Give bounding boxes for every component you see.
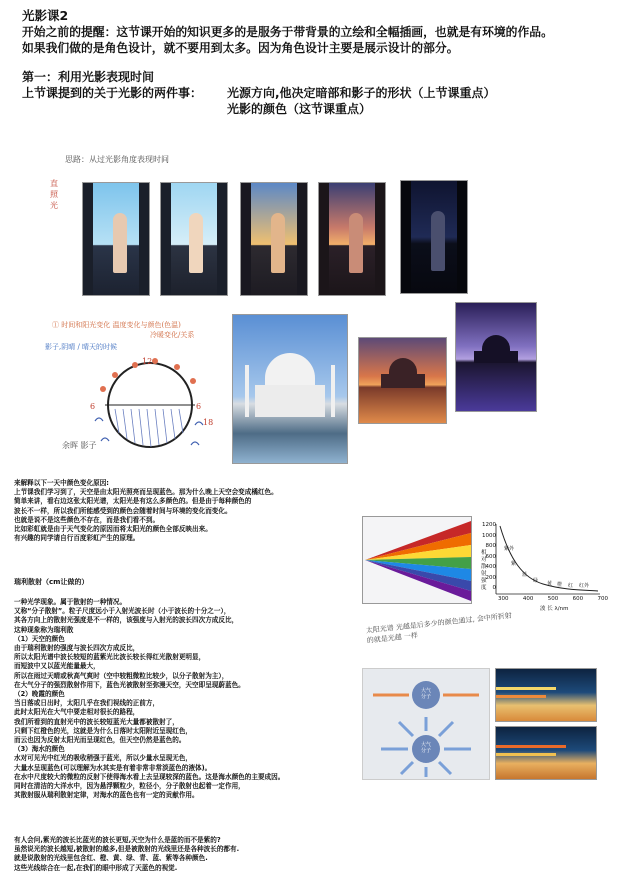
time-illustration-afternoon [240,182,308,296]
explain-line: 来解释以下一天中颜色变化原因: [14,479,109,487]
sketch-side-note: 直照光 [50,179,58,210]
time-illustration-night [400,180,468,294]
taj-mahal-night-photo [455,302,537,412]
graph-ytick: 1200 [482,522,496,528]
question-block [14,836,239,873]
graph-curve-label: 绿 [533,578,539,584]
diagram-label-12: 12 [142,357,153,366]
rayleigh-line: 所以太阳光谱中波长较短的蓝紫光比波长较长得红光散射更明显， [14,653,206,662]
rayleigh-line: 所以在雨过天晴或秋高气爽时（空中较粗微粒比较少，以分子散射为主）， [14,671,229,680]
rayleigh-line: 同时在清洁的大洋水中，因为悬浮颗粒少，粒径小，分子散射也起着一定作用， [14,782,245,791]
graph-curve-label: 黄 [547,581,553,587]
rayleigh-line: 这种现象称为瑞利散 [14,625,74,634]
graph-ytick: 0 [492,585,496,591]
molecule-scatter-diagram [362,668,490,780]
graph-xtick: 400 [522,596,534,602]
rayleigh-line: 水对可见光中红光的吸收稍强于蓝光，所以少量水呈现无色， [14,754,193,763]
rayleigh-line: 而短波中又以蓝光能量最大， [14,662,100,671]
rayleigh-line: 其散射服从瑞利散射定律，对海水的蓝色也有一定的贡献作用。 [14,791,199,800]
rayleigh-line: 一种光学现象。属于散射的一种情况。 [14,598,127,606]
explain-line: 有兴趣的同学请自行百度彩虹产生的原理。 [14,534,140,543]
explain-line: 比如彩虹就是由于天气变化的原因而将太阳光的颜色全部反映出来。 [14,525,212,534]
explain-line: 波长不一样，所以我们所能感受到的颜色会随着时间与环境的变化而变化。 [14,506,232,515]
graph-ylabel: 相对散射强度 [481,550,487,591]
explain-line: 上节课我们学习到了，天空是由太阳光照亮而呈现蓝色。那为什么晚上天空会变成橘红色。 [14,488,278,497]
diagram-bottom-note: 余晖 影子 [62,441,97,450]
time-illustration-noon [160,182,228,296]
rayleigh-heading: 瑞利散射（cm让做的） [14,578,89,586]
rayleigh-line: 在水中尺度较大的微粒的反射下使得海水看上去呈现较深的蓝色。这是海水颜色的主要成因。 [14,772,285,781]
molecule-label-top: 大气 分子 [420,688,431,700]
atmosphere-noon-diagram [495,668,597,722]
atmosphere-sunset-diagram [495,726,597,780]
taj-mahal-sunset-photo [358,337,447,424]
rayleigh-line: 由于瑞利散射的强度与波长四次方成反比， [14,644,140,653]
molecule-label-bottom: 大气 分子 [420,742,431,754]
diagram-note-1: ① 时间和阳光变化 温度变化与颜色(色温) [52,321,181,329]
rayleigh-line: （1）天空的颜色 [14,634,65,643]
graph-ytick: 1000 [482,532,496,539]
graph-curve-label: 蓝 [522,572,528,578]
sun-spectrum-image [362,516,472,604]
graph-xticks [498,596,608,602]
rayleigh-line: 此时太阳光在大气中要走相对很长的路程， [14,708,140,717]
graph-xtick: 500 [547,596,559,602]
rayleigh-line: （3）海水的颜色 [14,745,65,754]
graph-curve-label: 紫外 [504,546,515,552]
rayleigh-line: 而云也因为反射太阳光而呈现红色，但天空仍然是蓝色的。 [14,736,186,745]
intro-line-1: 开始之前的提醒：这节课开始的知识更多的是服务于带背景的立绘和全幅插画，也就是有环境的作品。 [22,25,553,39]
taj-mahal-day-photo [232,314,348,464]
recap-label: 上节课提到的关于光影的两件事： [22,86,203,100]
section-heading: 第一：利用光影表现时间 [22,70,155,84]
recap-item-2: 光影的颜色（这节课重点） [227,102,372,116]
rayleigh-line: 其各方向上的散射光强度是不一样的，该强度与入射光的波长四次方成反比， [14,616,239,625]
page-title: 光影课2 [22,8,69,23]
explain-block [14,479,278,543]
explain-line: 也就是说不是这些颜色不存在，而是我们看不到。 [14,515,160,524]
graph-ytick: 200 [485,574,496,581]
graph-curve-label: 红外 [579,583,590,589]
graph-ytick: 600 [485,553,496,560]
intro-line-2: 如果我们做的是角色设计，就不要用到太多。因为角色设计主要是展示设计的部分。 [22,41,459,55]
question-line: 有人会问,紫光的波长比蓝光的波长更短,天空为什么是蓝的而不是紫的? [14,836,221,844]
rayleigh-line: 当日落或日出时，太阳几乎在我们视线的正前方， [14,699,160,708]
time-illustration-sunset [318,182,386,296]
graph-curve-label: 橙 [557,582,563,588]
graph-ytick: 400 [485,564,496,570]
rayleigh-line: 大量水呈现蓝色(可以理解为水其实是有着非常非常淡蓝色的液体)。 [14,763,212,772]
diagram-label-18: 18 [203,418,214,427]
explain-line: 简单来讲，看右边这张太阳光谱，太阳光是有这么多颜色的。但是由于每种颜色的 [14,497,252,506]
graph-curve-label: 红 [568,583,574,589]
graph-xtick: 300 [498,596,509,602]
rayleigh-block [14,598,284,800]
diagram-note-3: 冷暖变化/关系 [150,331,195,339]
question-line: 这些光线综合在一起,在我们的眼中形成了天蓝色的视觉. [14,863,178,872]
rayleigh-line: 在大气分子的强烈散射作用下，蓝色光被散射至弥漫天空，天空即呈现蔚蓝色。 [14,680,245,689]
question-line: 虽然说光的波长越短,被散射的越多,但是被散射的光线里还是各种波长的都有. [14,845,240,854]
diagram-note-2: 影子,阴晴 / 晴天的时候 [45,343,118,351]
diagram-label-6-right: 6 [196,402,202,411]
recap-item-1: 光源方向,他决定暗部和影子的形状（上节课重点） [227,86,496,100]
rayleigh-line: （2）晚霞的颜色 [14,690,65,699]
question-line: 就是说散射的光线里包含红、橙、黄、绿、青、蓝、紫等各种颜色. [14,854,208,863]
sketch-top-note: 思路：从过光影角度表现时间 [65,155,169,164]
diagram-label-6-left: 6 [90,402,96,411]
graph-ytick: 800 [485,543,496,549]
graph-xtick: 700 [597,596,608,602]
rayleigh-line: 我们所看到的直射光中的波长较短蓝光大量都被散射了， [14,717,179,726]
graph-xlabel: 波 长 λ/nm [540,606,569,612]
rayleigh-line: 只剩下红橙色的光，这就是为什么日落时太阳附近呈现红色， [14,726,193,735]
graph-curve-label: 紫 [511,561,517,567]
spectrum-note: 太阳光谱 光越是后多少的颜色通过, 会中所折射的就是光越 一样 [365,611,513,645]
time-illustration-morning [82,182,150,296]
rayleigh-line: 又称“分子散射”。粒子尺度远小于入射光波长时（小于波长的十分之一）， [14,607,231,616]
graph-xtick: 600 [572,596,584,602]
